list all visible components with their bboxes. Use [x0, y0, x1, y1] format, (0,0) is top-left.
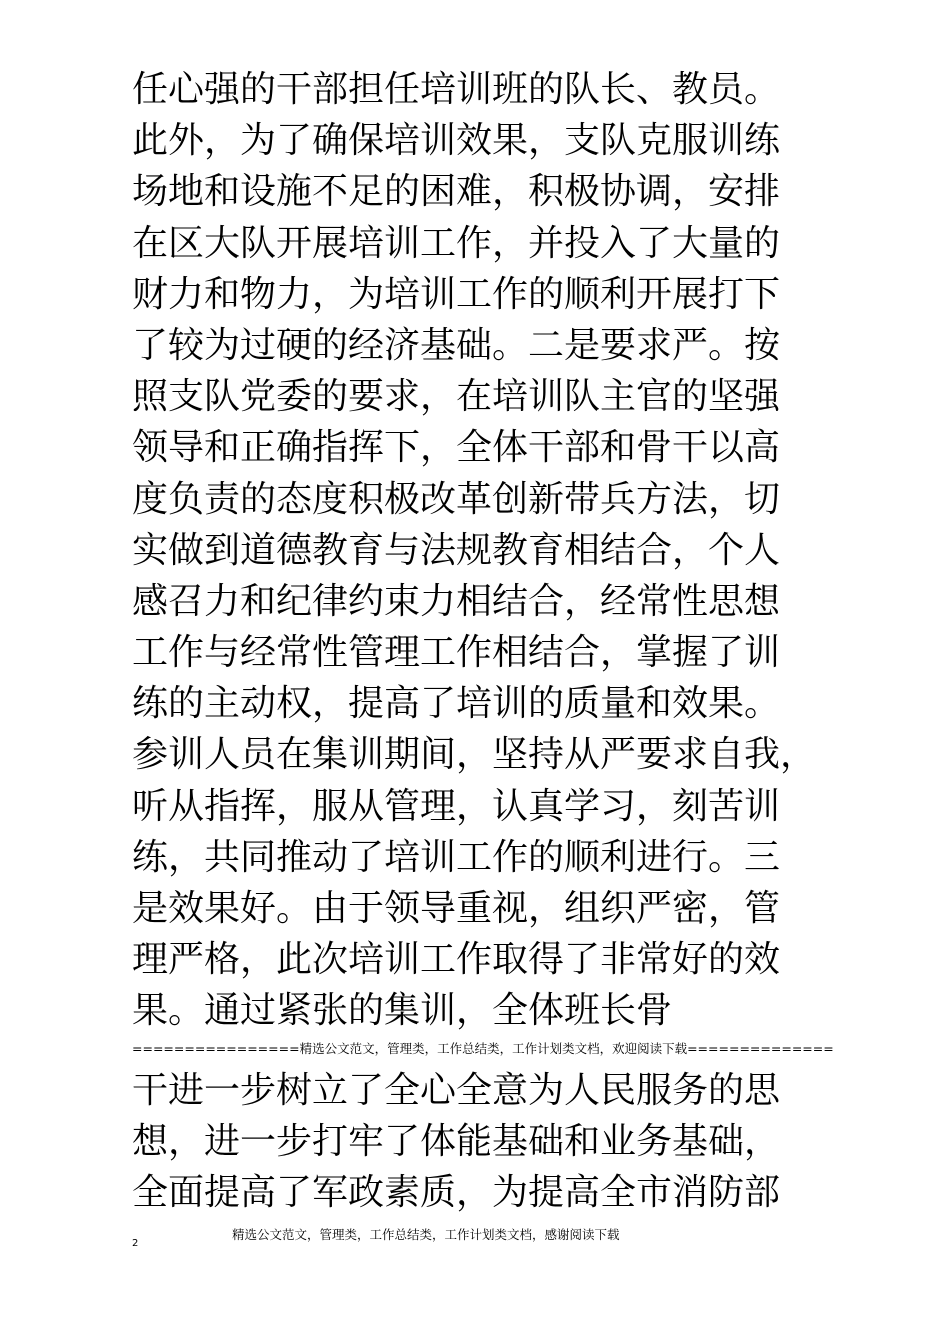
text-line: 参训人员在集训期间，坚持从严要求自我， — [132, 734, 817, 776]
text-line: 实做到道德教育与法规教育相结合，个人 — [132, 529, 781, 571]
footer-note: 精选公文范文，管理类，工作总结类，工作计划类文档，感谢阅读下载 — [232, 1227, 620, 1242]
text-line: 练的主动权，提高了培训的质量和效果。 — [132, 683, 781, 725]
text-line: 在区大队开展培训工作，并投入了大量的 — [132, 222, 781, 264]
continuation-text — [132, 1065, 852, 1219]
text-line: 工作与经常性管理工作相结合，掌握了训 — [132, 632, 781, 674]
text-line: 度负责的态度积极改革创新带兵方法，切 — [132, 478, 781, 520]
text-line: 照支队党委的要求，在培训队主官的坚强 — [132, 376, 781, 418]
text-line: 场地和设施不足的困难，积极协调，安排 — [132, 171, 781, 213]
body-text — [132, 64, 852, 1037]
text-line: 领导和正确指挥下，全体干部和骨干以高 — [132, 427, 781, 469]
text-line: 果。通过紧张的集训，全体班长骨 — [132, 990, 673, 1032]
separator-banner: ================精选公文范文，管理类，工作总结类，工作计划类文档，欢迎阅读下载============== — [132, 1041, 834, 1056]
text-line: 感召力和纪律约束力相结合，经常性思想 — [132, 580, 781, 622]
text-line: 想，进一步打牢了体能基础和业务基础， — [132, 1121, 781, 1163]
page-number: 2 — [132, 1238, 139, 1249]
text-line: 是效果好。由于领导重视，组织严密，管 — [132, 888, 781, 929]
text-line: 全面提高了军政素质，为提高全市消防部 — [132, 1172, 781, 1214]
text-line: 听从指挥，服从管理，认真学习，刻苦训 — [132, 785, 781, 827]
text-line: 财力和物力，为培训工作的顺利开展打下 — [132, 273, 781, 315]
text-line: 干进一步树立了全心全意为人民服务的思 — [132, 1070, 781, 1111]
text-line: 此外，为了确保培训效果，支队克服训练 — [132, 120, 781, 162]
text-line: 练，共同推动了培训工作的顺利进行。三 — [132, 836, 781, 878]
text-line: 任心强的干部担任培训班的队长、教员。 — [132, 69, 781, 110]
text-line: 理严格，此次培训工作取得了非常好的效 — [132, 939, 781, 981]
text-line: 了较为过硬的经济基础。二是要求严。按 — [132, 324, 781, 366]
